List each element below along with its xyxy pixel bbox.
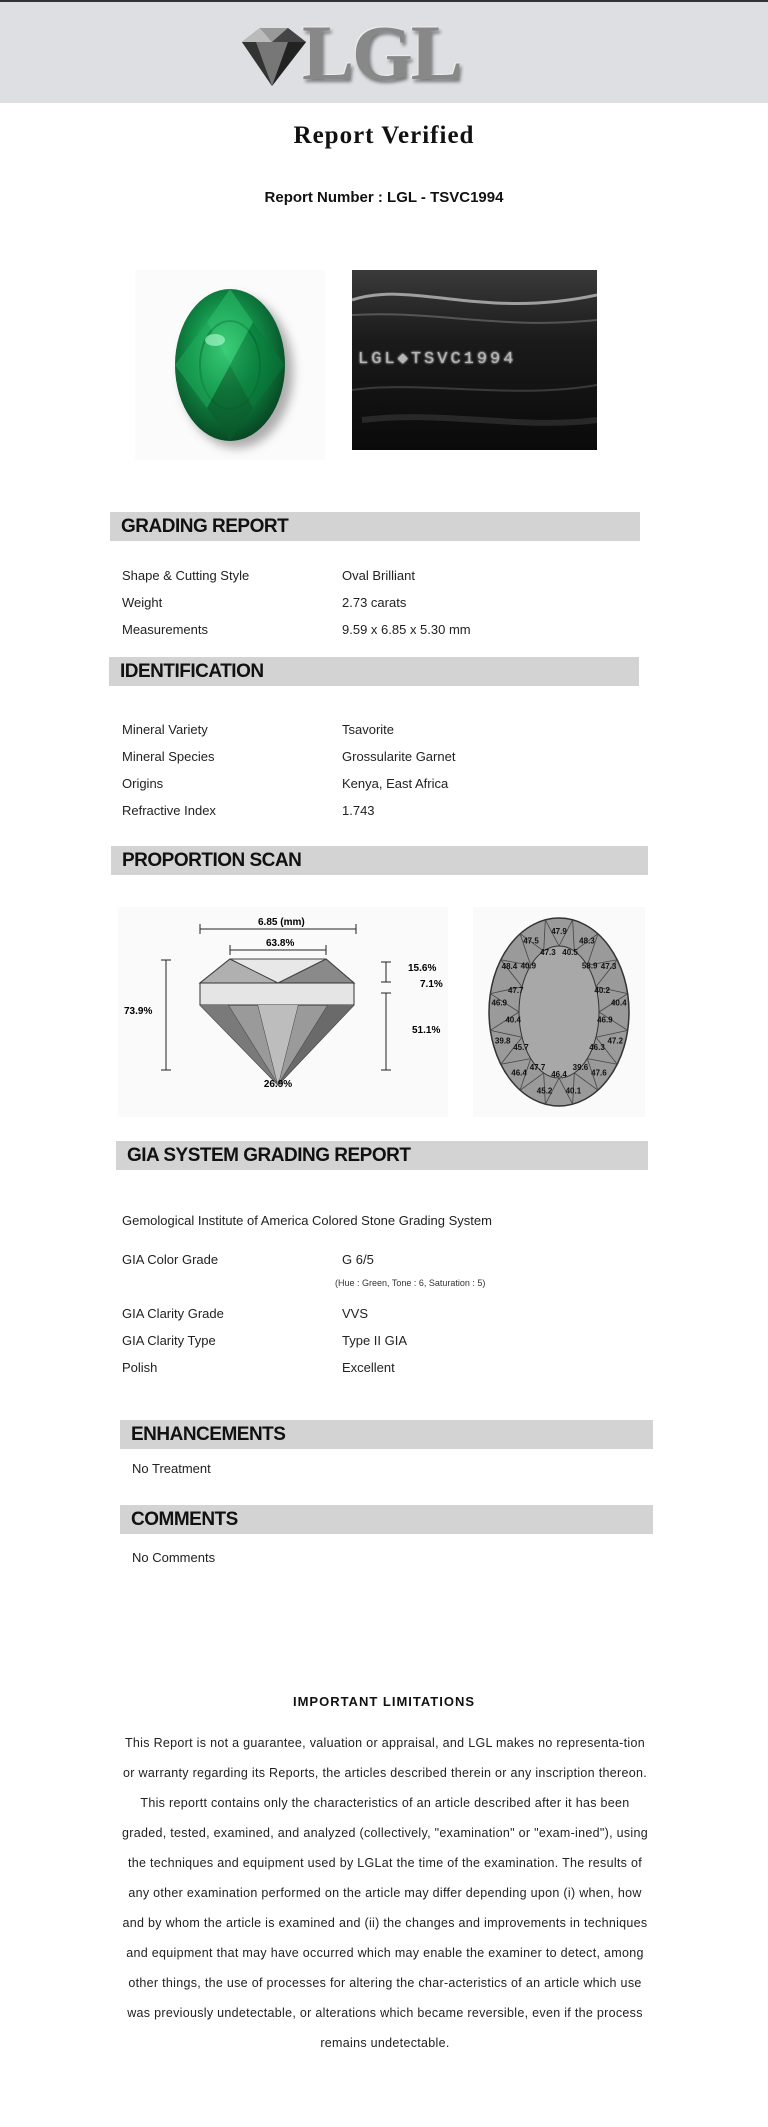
row-label: GIA Clarity Grade (122, 1306, 224, 1321)
row-value: Grossularite Garnet (342, 749, 456, 764)
page-title: Report Verified (293, 122, 475, 149)
row-label: Shape & Cutting Style (122, 568, 250, 583)
table-label: 63.8% (266, 938, 295, 949)
gia-color-note: (Hue : Green, Tone : 6, Saturation : 5) (335, 1278, 486, 1288)
top-view-diagram (473, 907, 645, 1117)
lgl-logo (232, 9, 492, 96)
gia-panel (116, 1170, 664, 1375)
facet-angle-label: 47.9 (551, 927, 567, 937)
row-label: GIA Color Grade (122, 1252, 219, 1267)
gia-heading: GIA SYSTEM GRADING REPORT (116, 1141, 648, 1170)
depth-label: 73.9% (124, 1006, 153, 1017)
facet-angle-label: 45.2 (536, 1086, 553, 1096)
header-band (0, 2, 768, 103)
facet-angle-label: 47.7 (508, 986, 524, 996)
row-label: Refractive Index (122, 803, 216, 818)
facet-angle-label: 47.7 (529, 1062, 546, 1072)
facet-angle-label: 39.6 (572, 1062, 589, 1072)
facet-angle-label: 47.5 (523, 936, 539, 946)
identification-panel (109, 657, 664, 822)
facet-angle-label: 47.6 (591, 1068, 607, 1078)
facet-angle-label: 40.2 (594, 986, 610, 996)
facet-angle-label: 39.8 (494, 1036, 511, 1046)
gia-system-name: Gemological Institute of America Colored Stone Grading System (122, 1213, 492, 1228)
crown-label: 15.6% (408, 963, 437, 974)
facet-angle-label: 58.9 (581, 961, 598, 971)
facet-angle-label: 46.9 (491, 998, 508, 1008)
facet-angle-label: 40.5 (562, 947, 578, 957)
row-value: VVS (342, 1306, 369, 1321)
girdle-label: 7.1% (420, 979, 443, 990)
facet-angle-label: 45.7 (513, 1043, 529, 1053)
facet-angle-label: 47.3 (600, 962, 617, 972)
inscription-text: LGL◆TSVC1994 (358, 350, 517, 369)
row-value: Kenya, East Africa (342, 776, 449, 791)
limitations-text: This Report is not a guarantee, valuation or appraisal, and LGL makes no representa-tion or warranty regarding its Reports, the articles described therein or any inscription thereon. This reportt contains only the characteristics of an article described after it has been graded, tested, examined, and analyzed (collectively, "examination" or "exam-ined"), using the techniques and equipment used by LGLat the time of the examination. The results of any other examination performed on the article may differ depending upon (i) when, how and by whom the article is examined and (ii) the changes and improvements in techniques and equipment that may have occurred which may enable the examiner to detect, among other things, the use of processes for altering the char-acteristics of an article which use was previously undetectable, or alterations which became reversible, even if the process remains undetectable. (121, 1736, 649, 2050)
pavilion-label: 51.1% (412, 1025, 441, 1036)
facet-angle-label: 48.3 (579, 936, 595, 946)
row-label: Weight (122, 595, 163, 610)
row-value: 1.743 (342, 803, 375, 818)
row-value: 9.59 x 6.85 x 5.30 mm (342, 622, 471, 637)
grading-report-panel (110, 512, 640, 652)
facet-angle-label: 46.9 (597, 1015, 613, 1025)
facet-angle-label: 40.9 (520, 961, 537, 971)
row-value: Excellent (342, 1360, 395, 1375)
facet-angle-label: 47.3 (540, 947, 556, 957)
profile-diagram (118, 907, 448, 1117)
limitations-heading: IMPORTANT LIMITATIONS (292, 1694, 476, 1709)
row-label: Mineral Variety (122, 722, 208, 737)
proportion-scan-heading: PROPORTION SCAN (111, 846, 648, 875)
identification-heading: IDENTIFICATION (109, 657, 639, 686)
width-label: 6.85 (mm) (258, 917, 305, 928)
comments-heading: COMMENTS (120, 1505, 653, 1534)
culet-label: 26.9% (263, 1079, 293, 1090)
facet-angle-label: 48.4 (501, 962, 518, 972)
row-value: 2.73 carats (342, 595, 407, 610)
facet-angle-label: 46.4 (511, 1068, 527, 1078)
facet-angle-label: 40.1 (565, 1086, 582, 1096)
row-value: Tsavorite (342, 722, 395, 737)
facet-angle-label: 40.4 (505, 1015, 521, 1025)
facet-angle-label: 46.4 (551, 1070, 567, 1080)
row-label: GIA Clarity Type (122, 1333, 216, 1348)
row-label: Polish (122, 1360, 158, 1375)
facet-angle-label: 40.4 (610, 998, 627, 1008)
gemstone-photo (135, 270, 325, 460)
comments-value: No Comments (132, 1550, 216, 1565)
enhancements-heading: ENHANCEMENTS (120, 1420, 653, 1449)
grading-report-heading: GRADING REPORT (110, 512, 640, 541)
row-value: Type II GIA (342, 1333, 408, 1348)
diamond-logo-icon (232, 24, 312, 94)
row-value: Oval Brilliant (342, 568, 415, 583)
facet-angle-label: 46.3 (589, 1043, 605, 1053)
row-label: Origins (122, 776, 164, 791)
laser-inscription-photo (352, 270, 597, 450)
enhancements-value: No Treatment (132, 1461, 211, 1476)
report-number: Report Number : LGL - TSVC1994 (264, 189, 504, 206)
facet-angle-label: 47.2 (607, 1036, 624, 1046)
row-label: Mineral Species (122, 749, 215, 764)
logo-text: LGL (302, 9, 461, 96)
row-label: Measurements (122, 622, 208, 637)
enhancements-panel (120, 1420, 665, 1590)
row-value: G 6/5 (342, 1252, 374, 1267)
